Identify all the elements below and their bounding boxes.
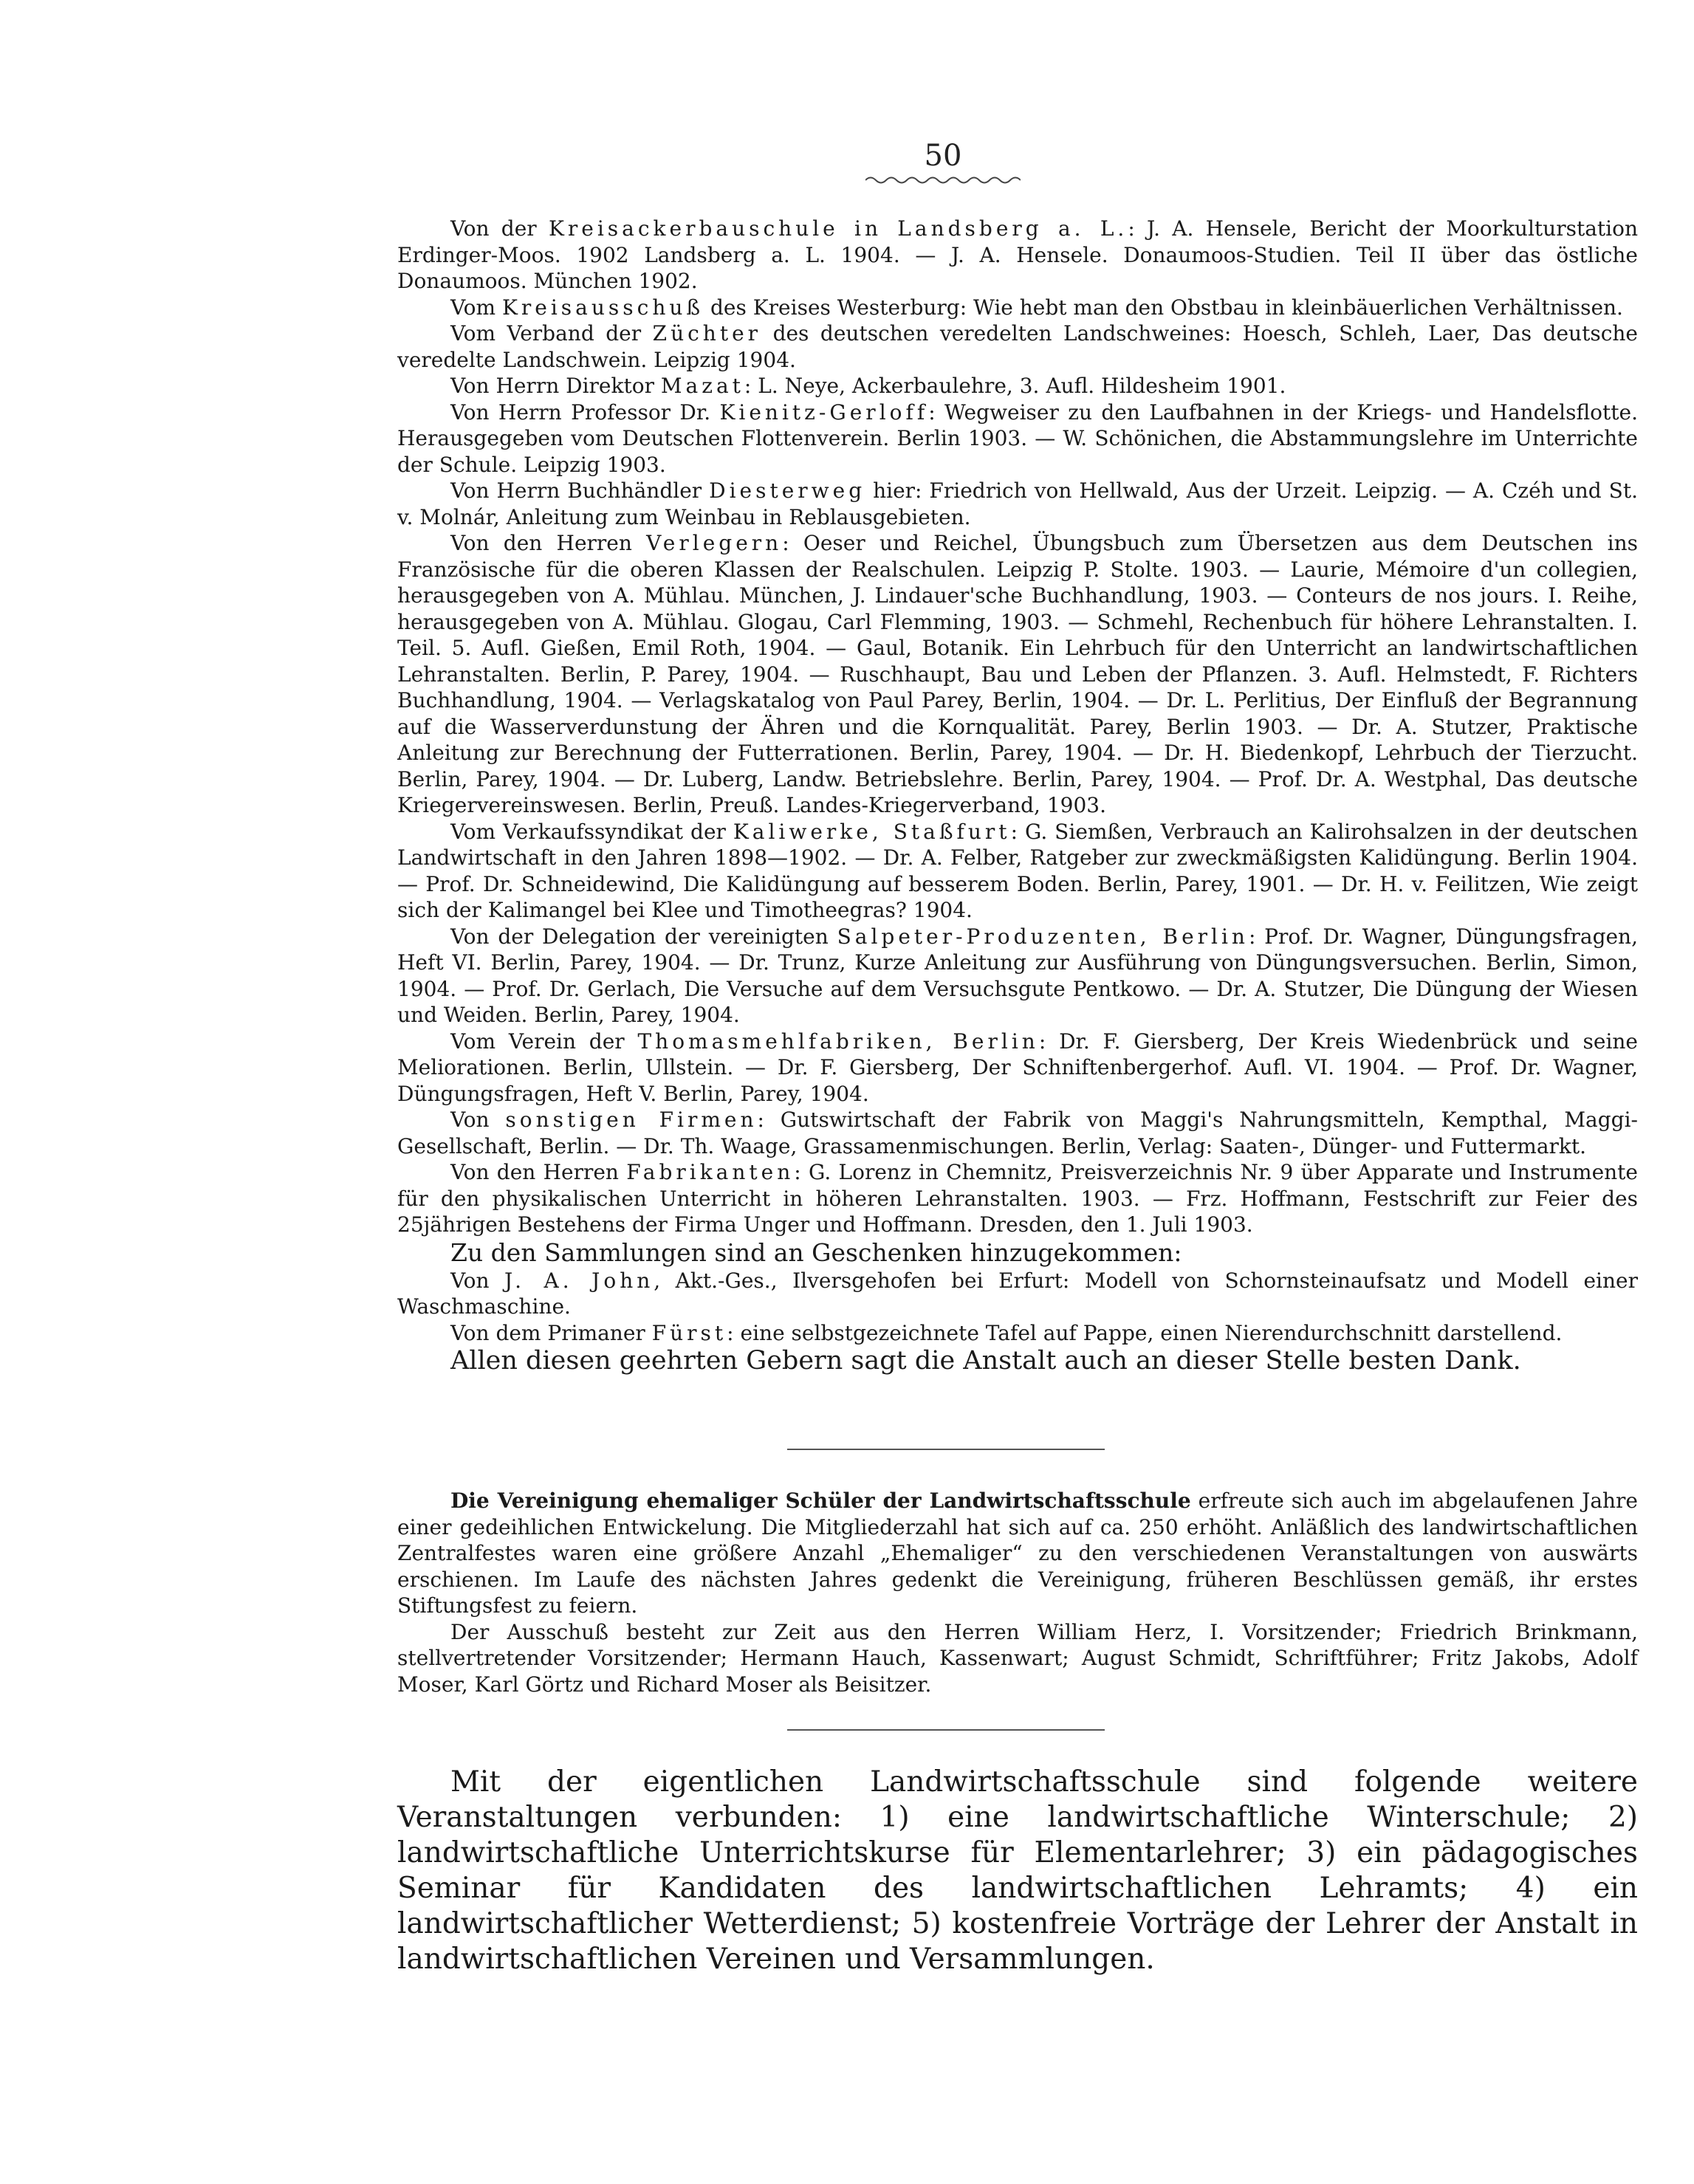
thanks-line: Allen diesen geehrten Gebern sagt die Anstalt auch an dieser Stelle besten Dank. — [450, 1346, 1521, 1376]
association-section — [397, 1488, 1638, 1697]
donations-section — [397, 216, 1638, 1376]
association-title: Die Vereinigung ehemaliger Schüler der Landwirtschaftsschule — [450, 1488, 1191, 1513]
donation-entry: Vom Verband der Züchter des deutschen veredelten Landschweines: Hoesch, Schleh, Laer, Das deutsche veredelte Landschwein. Leipzig 1904. — [397, 321, 1638, 372]
donation-entry: Von sonstigen Firmen: Gutswirtschaft der Fabrik von Maggi's Nahrungsmitteln, Kempthal, Maggi-Gesellschaft, Berlin. — Dr. Th. Waage, Grassamenmischungen. Berlin, Verlag: Saaten-, Dünger- und Futtermarkt. — [397, 1108, 1638, 1158]
page-number-ornament — [865, 174, 1021, 186]
donation-entry: Von Herrn Direktor Mazat: L. Neye, Ackerbaulehre, 3. Aufl. Hildesheim 1901. — [450, 374, 1286, 398]
donation-entry: Vom Kreisausschuß des Kreises Westerburg: Wie hebt man den Obstbau in kleinbäuerlichen Verhältnissen. — [450, 295, 1623, 320]
final-section — [397, 1765, 1638, 1977]
association-paragraph: Die Vereinigung ehemaliger Schüler der Landwirtschaftsschule erfreute sich auch im abgelaufenen Jahre einer gedeihlichen Entwickelung. Die Mitgliederzahl hat sich auf ca. 250 erhöht. Anläßlich des landwirtschaftlichen Zentralfestes waren eine größere Anzahl „Ehemaliger“ zu den verschiedenen Veranstaltungen von auswärts erschienen. Im Laufe des nächsten Jahres gedenkt die Vereinigung, früheren Beschlüssen gemäß, ihr erstes Stiftungsfest zu feiern. — [397, 1488, 1638, 1618]
page-number: 50 — [924, 139, 962, 173]
collection-entry: Von dem Primaner Fürst: eine selbstgezeichnete Tafel auf Pappe, einen Nierendurchschnitt darstellend. — [450, 1320, 1563, 1345]
collection-entry: Von J. A. John, Akt.-Ges., Ilversgehofen bei Erfurt: Modell von Schornsteinaufsatz und Modell einer Waschmaschine. — [397, 1268, 1638, 1319]
donation-entry: Vom Verkaufssyndikat der Kaliwerke, Staßfurt: G. Siemßen, Verbrauch an Kalirohsalzen in der deutschen Landwirtschaft in den Jahren 1898—1902. — Dr. A. Felber, Ratgeber zur zweckmäßigsten Kalidüngung. Berlin 1904. — Prof. Dr. Schneidewind, Die Kalidüngung auf besserem Boden. Berlin, Parey, 1901. — Dr. H. v. Feilitzen, Wie zeigt sich der Kalimangel bei Klee und Timotheegras? 1904. — [397, 819, 1638, 922]
section-divider — [787, 1449, 1105, 1450]
donation-entry: Von der Kreisackerbauschule in Landsberg a. L.: J. A. Hensele, Bericht der Moorkulturstation Erdinger-Moos. 1902 Landsberg a. L. 1904. — J. A. Hensele. Donaumoos-Studien. Teil II über das östliche Donaumoos. München 1902. — [397, 216, 1638, 293]
donation-entry: Vom Verein der Thomasmehlfabriken, Berlin: Dr. F. Giersberg, Der Kreis Wiedenbrück und seine Meliorationen. Berlin, Ullstein. — Dr. F. Giersberg, Der Schniftenbergerhof. Aufl. VI. 1904. — Prof. Dr. Wagner, Düngungsfragen, Heft V. Berlin, Parey, 1904. — [397, 1029, 1638, 1106]
section-divider — [787, 1729, 1105, 1731]
donation-entry: Von den Herren Verlegern: Oeser und Reichel, Übungsbuch zum Übersetzen aus dem Deutschen ins Französische für die oberen Klassen der Realschulen. Leipzig P. Stolte. 1903. — Laurie, Mémoire d'un collegien, herausgegeben von A. Mühlau. München, J. Lindauer'sche Buchhandlung, 1903. — Conteurs de nos jours. I. Reihe, herausgegeben von A. Mühlau. Glogau, Carl Flemming, 1903. — Schmehl, Rechenbuch für höhere Lehranstalten. I. Teil. 5. Aufl. Gießen, Emil Roth, 1904. — Gaul, Botanik. Ein Lehrbuch für den Unterricht an landwirtschaftlichen Lehranstalten. Berlin, P. Parey, 1904. — Ruschhaupt, Bau und Leben der Pflanzen. 3. Aufl. Helmstedt, F. Richters Buchhandlung, 1904. — Verlagskatalog von Paul Parey, Berlin, 1904. — Dr. L. Perlitius, Der Einfluß der Begrannung auf die Wasserverdunstung der Ähren und die Kornqualität. Parey, Berlin 1903. — Dr. A. Stutzer, Praktische Anleitung zur Berechnung der Futterrationen. Berlin, Parey, 1904. — Dr. H. Biedenkopf, Lehrbuch der Tierzucht. Berlin, Parey, 1904. — Dr. Luberg, Landw. Betriebslehre. Berlin, Parey, 1904. — Prof. Dr. A. Westphal, Das deutsche Kriegervereinswesen. Berlin, Preuß. Landes-Kriegerverband, 1903. — [397, 531, 1638, 817]
collections-heading: Zu den Sammlungen sind an Geschenken hinzugekommen: — [450, 1237, 1182, 1267]
donation-entry: Von Herrn Buchhändler Diesterweg hier: Friedrich von Hellwald, Aus der Urzeit. Leipzig. — A. Czéh und St. v. Molnár, Anleitung zum Weinbau in Reblausgebieten. — [397, 478, 1638, 529]
donation-entry: Von den Herren Fabrikanten: G. Lorenz in Chemnitz, Preisverzeichnis Nr. 9 über Apparate und Instrumente für den physikalischen Unterricht in höheren Lehranstalten. 1903. — Frz. Hoffmann, Festschrift zur Feier des 25jährigen Bestehens der Firma Unger und Hoffmann. Dresden, den 1. Juli 1903. — [397, 1160, 1638, 1237]
donation-entry: Von der Delegation der vereinigten Salpeter-Produzenten, Berlin: Prof. Dr. Wagner, Düngungsfragen, Heft VI. Berlin, Parey, 1904. — Dr. Trunz, Kurze Anleitung zur Ausführung von Düngungsversuchen. Berlin, Simon, 1904. — Prof. Dr. Gerlach, Die Versuche auf dem Versuchsgute Pentkowo. — Dr. A. Stutzer, Die Düngung der Wiesen und Weiden. Berlin, Parey, 1904. — [397, 924, 1638, 1027]
final-paragraph: Mit der eigentlichen Landwirtschaftsschule sind folgende weitere Veranstaltungen verbunden: 1) eine landwirtschaftliche Winterschule; 2) landwirtschaftliche Unterrichtskurse für Elementarlehrer; 3) ein pädagogisches Seminar für Kandidaten des landwirtschaftlichen Lehramts; 4) ein landwirtschaftlicher Wetterdienst; 5) kostenfreie Vorträge der Lehrer der Anstalt in landwirtschaftlichen Vereinen und Versammlungen. — [397, 1765, 1638, 1976]
donation-entry: Von Herrn Professor Dr. Kienitz-Gerloff: Wegweiser zu den Laufbahnen in der Kriegs- und Handelsflotte. Herausgegeben vom Deutschen Flottenverein. Berlin 1903. — W. Schönichen, die Abstammungslehre im Unterrichte der Schule. Leipzig 1903. — [397, 399, 1638, 477]
association-committee: Der Ausschuß besteht zur Zeit aus den Herren William Herz, I. Vorsitzender; Friedrich Brinkmann, stellvertretender Vorsitzender; Hermann Hauch, Kassenwart; August Schmidt, Schriftführer; Fritz Jakobs, Adolf Moser, Karl Görtz und Richard Moser als Beisitzer. — [397, 1619, 1638, 1697]
